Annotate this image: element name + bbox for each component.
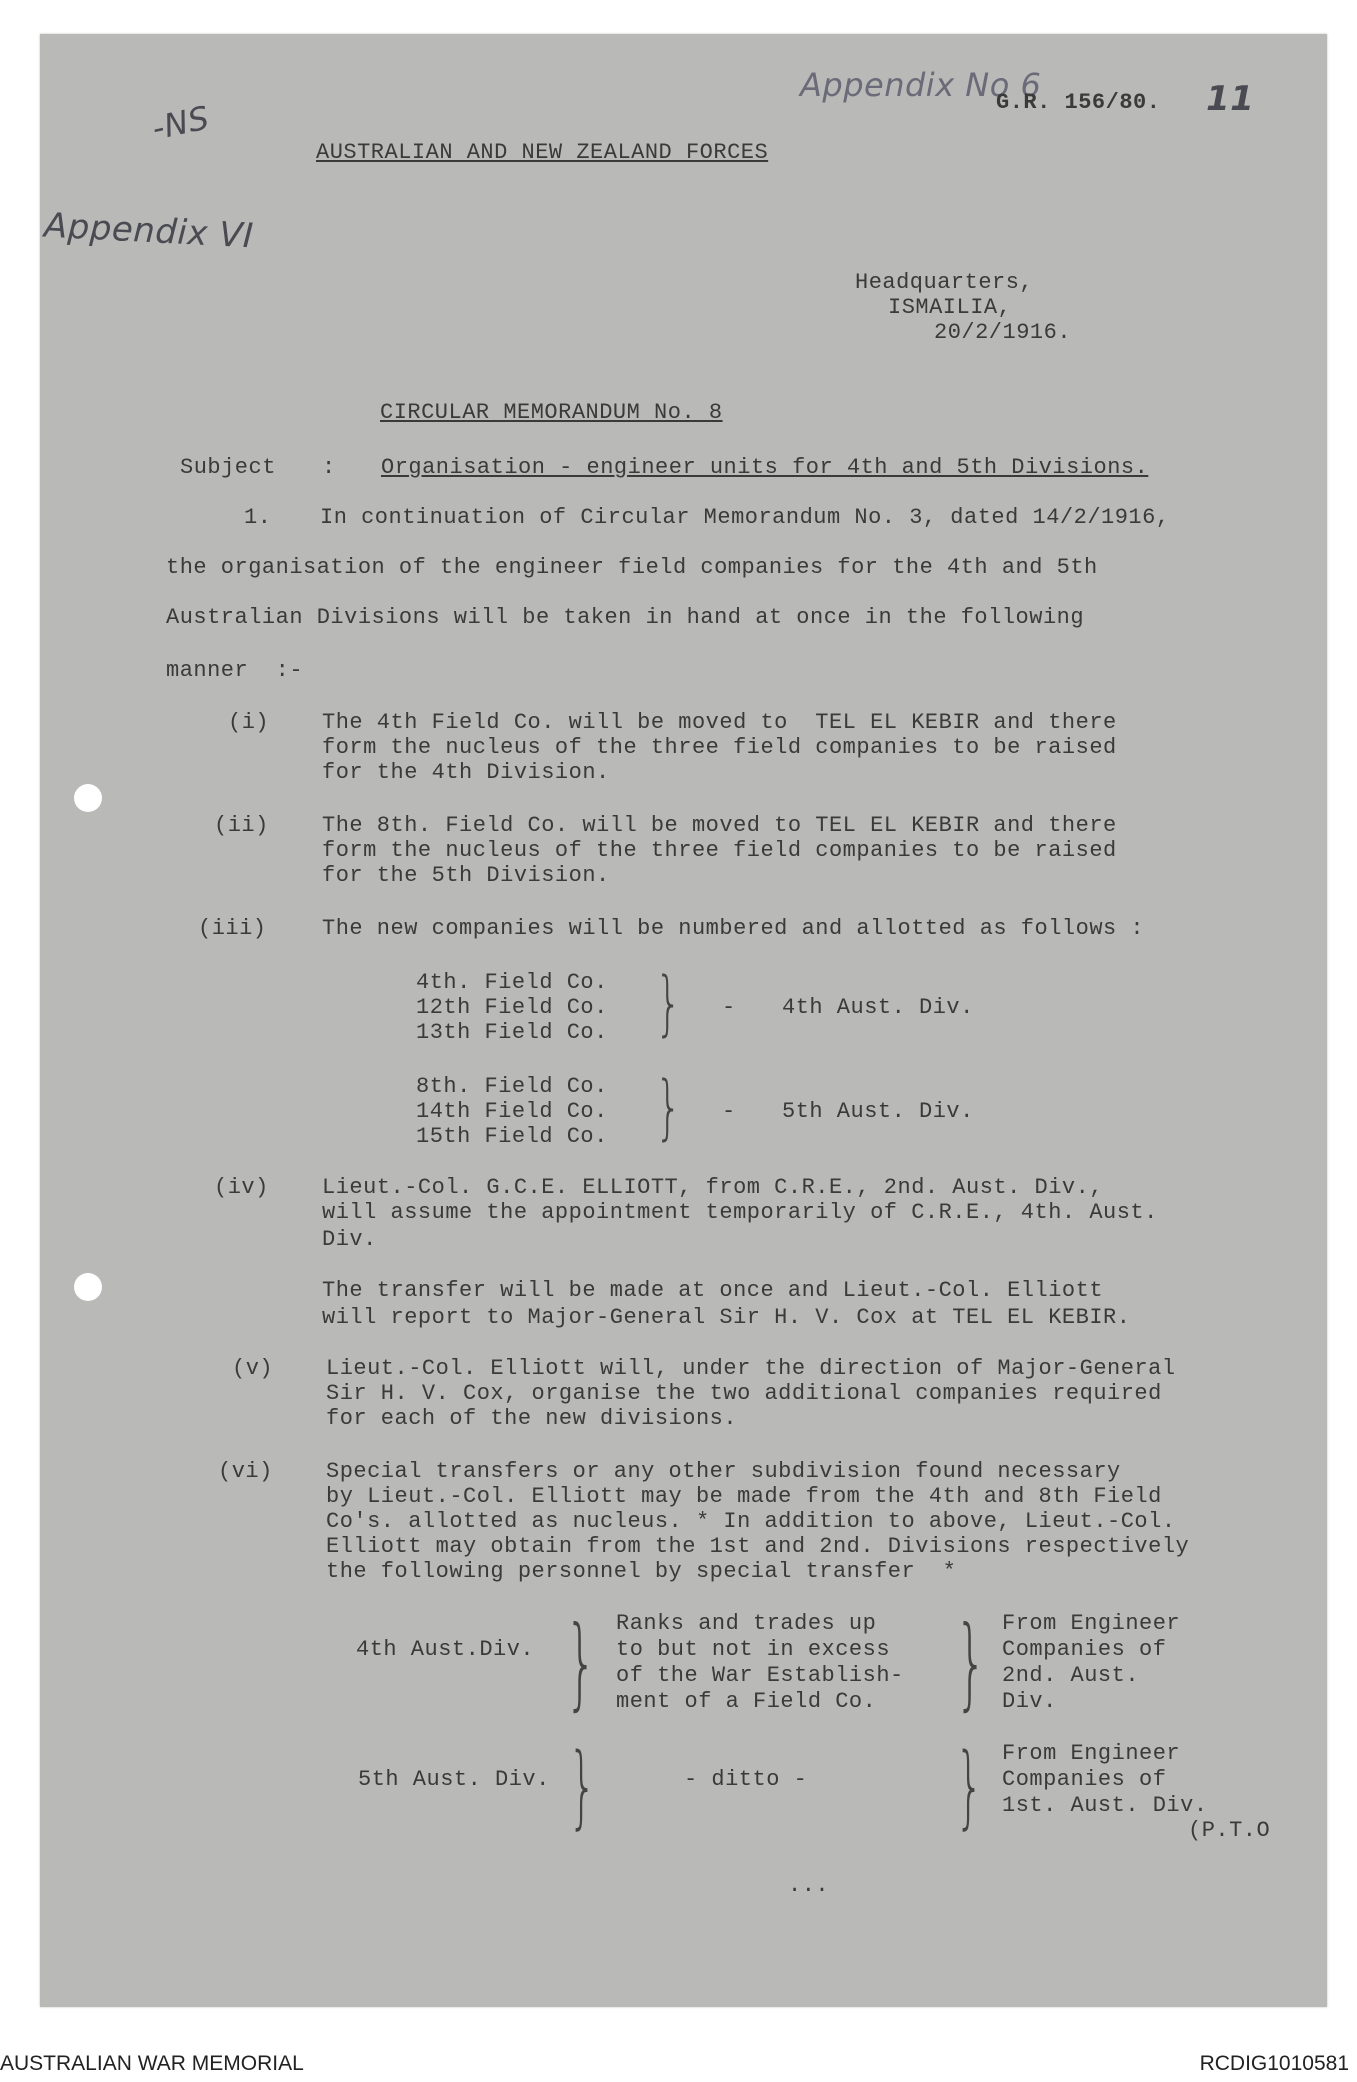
- division-group4: 4th Aust. Div.: [782, 995, 974, 1020]
- transfer-row4-source-4: Div.: [1002, 1689, 1057, 1714]
- dash-group5: -: [722, 1099, 736, 1124]
- initials-annotation: -NS: [148, 98, 213, 148]
- para1-number: 1.: [244, 505, 272, 530]
- footer-reference-id: RCDIG1010581: [1199, 2052, 1349, 2075]
- transfer-row5-source-2: Companies of: [1002, 1767, 1167, 1792]
- item-iv-line-3: Div.: [322, 1227, 377, 1252]
- item-vi-number: (vi): [218, 1459, 273, 1484]
- item-vi-line-3: Co's. allotted as nucleus. * In addition to above, Lieut.-Col.: [326, 1509, 1176, 1534]
- brace-group4: }: [655, 962, 682, 1044]
- subject-text: Organisation - engineer units for 4th and 5th Divisions.: [381, 455, 1149, 480]
- transfer-row5-division: 5th Aust. Div.: [358, 1767, 550, 1792]
- transfer-row4-ranks-2: to but not in excess: [616, 1637, 891, 1662]
- brace-row5-right: }: [955, 1734, 984, 1839]
- item-ii-line-1: The 8th. Field Co. will be moved to TEL EL KEBIR and there: [322, 813, 1117, 838]
- address-line-2: ISMAILIA,: [888, 295, 1012, 320]
- item-ii-number: (ii): [214, 813, 269, 838]
- item-v-line-1: Lieut.-Col. Elliott will, under the direction of Major-General: [326, 1356, 1176, 1381]
- item-i-line-3: for the 4th Division.: [322, 760, 610, 785]
- brace-row4-right: }: [955, 1604, 987, 1721]
- item-i-line-1: The 4th Field Co. will be moved to TEL EL KEBIR and there: [322, 710, 1117, 735]
- brace-group5: }: [655, 1066, 682, 1148]
- item-v-number: (v): [232, 1356, 274, 1381]
- memo-title: CIRCULAR MEMORANDUM No. 8: [380, 400, 723, 425]
- item-v-line-3: for each of the new divisions.: [326, 1406, 738, 1431]
- subject-label: Subject: [180, 455, 276, 480]
- brace-row4-left: }: [565, 1604, 597, 1721]
- item-vi-line-4: Elliott may obtain from the 1st and 2nd. Divisions respectively: [326, 1534, 1190, 1559]
- dash-group4: -: [722, 995, 736, 1020]
- continuation-dots: ...: [788, 1873, 830, 1898]
- appendix-left-annotation: Appendix VI: [43, 205, 255, 257]
- transfer-row5-source-1: From Engineer: [1002, 1741, 1181, 1766]
- item-iv-b-line-2: will report to Major-General Sir H. V. Cox at TEL EL KEBIR.: [322, 1305, 1131, 1330]
- para1-line-2: the organisation of the engineer field companies for the 4th and 5th: [166, 555, 1098, 580]
- item-iv-number: (iv): [214, 1175, 269, 1200]
- company-8th: 8th. Field Co.: [416, 1074, 608, 1099]
- address-line-3: 20/2/1916.: [934, 320, 1072, 345]
- address-line-1: Headquarters,: [855, 270, 1034, 295]
- file-reference: G.R. 156/80.: [996, 90, 1161, 115]
- forces-title: AUSTRALIAN AND NEW ZEALAND FORCES: [316, 140, 769, 165]
- item-iii-number: (iii): [198, 916, 267, 941]
- para1-line-1: In continuation of Circular Memorandum No. 3, dated 14/2/1916,: [320, 505, 1170, 530]
- para1-line-4: manner :-: [166, 658, 304, 683]
- transfer-row5-source-3: 1st. Aust. Div.: [1002, 1793, 1208, 1818]
- item-i-number: (i): [228, 710, 270, 735]
- item-ii-line-3: for the 5th Division.: [322, 863, 610, 888]
- appendix-top-annotation: Appendix No 6: [800, 66, 1042, 104]
- item-vi-line-2: by Lieut.-Col. Elliott may be made from the 4th and 8th Field: [326, 1484, 1162, 1509]
- punch-hole-bottom: [74, 1273, 102, 1301]
- company-15th: 15th Field Co.: [416, 1124, 608, 1149]
- transfer-row4-ranks-3: of the War Establish-: [616, 1663, 904, 1688]
- item-i-line-2: form the nucleus of the three field companies to be raised: [322, 735, 1117, 760]
- page-number: 11: [1206, 79, 1255, 119]
- pto-note: (P.T.O: [1188, 1818, 1271, 1843]
- transfer-row4-ranks-1: Ranks and trades up: [616, 1611, 877, 1636]
- punch-hole-top: [74, 784, 102, 812]
- company-13th: 13th Field Co.: [416, 1020, 608, 1045]
- para1-line-3: Australian Divisions will be taken in hand at once in the following: [166, 605, 1085, 630]
- item-iii-line-1: The new companies will be numbered and allotted as follows :: [322, 916, 1145, 941]
- item-iv-line-1: Lieut.-Col. G.C.E. ELLIOTT, from C.R.E., 2nd. Aust. Div.,: [322, 1175, 1104, 1200]
- division-group5: 5th Aust. Div.: [782, 1099, 974, 1124]
- item-vi-line-1: Special transfers or any other subdivision found necessary: [326, 1459, 1121, 1484]
- company-14th: 14th Field Co.: [416, 1099, 608, 1124]
- transfer-row4-source-3: 2nd. Aust.: [1002, 1663, 1140, 1688]
- subject-colon: :: [322, 455, 336, 480]
- item-ii-line-2: form the nucleus of the three field companies to be raised: [322, 838, 1117, 863]
- transfer-row5-ranks: - ditto -: [684, 1767, 808, 1792]
- brace-row5-left: }: [568, 1734, 597, 1839]
- transfer-row4-division: 4th Aust.Div.: [356, 1637, 535, 1662]
- transfer-row4-source-1: From Engineer: [1002, 1611, 1181, 1636]
- item-iv-line-2: will assume the appointment temporarily of C.R.E., 4th. Aust.: [322, 1200, 1158, 1225]
- item-iv-b-line-1: The transfer will be made at once and Lieut.-Col. Elliott: [322, 1278, 1104, 1303]
- item-vi-line-5: the following personnel by special transfer *: [326, 1559, 957, 1584]
- company-12th: 12th Field Co.: [416, 995, 608, 1020]
- transfer-row4-ranks-4: ment of a Field Co.: [616, 1689, 877, 1714]
- transfer-row4-source-2: Companies of: [1002, 1637, 1167, 1662]
- company-4th: 4th. Field Co.: [416, 970, 608, 995]
- item-v-line-2: Sir H. V. Cox, organise the two additional companies required: [326, 1381, 1162, 1406]
- footer-archive-name: AUSTRALIAN WAR MEMORIAL: [0, 2052, 304, 2075]
